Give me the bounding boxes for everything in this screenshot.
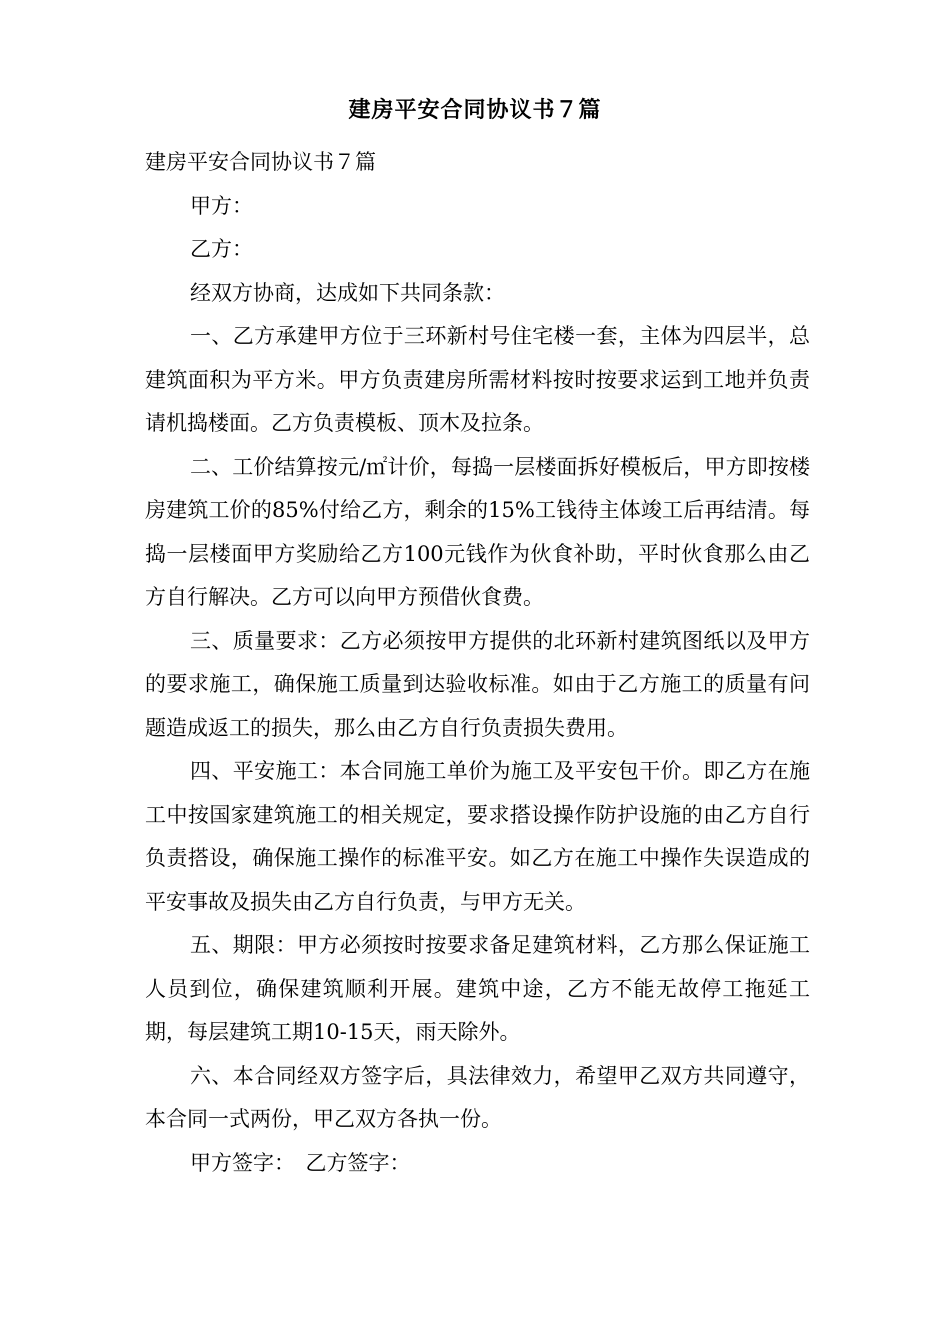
clause-3-paragraph: 三、质量要求：乙方必须按甲方提供的北环新村建筑图纸以及甲方的要求施工，确保施工质量到达验收标准。如由于乙方施工的质量有问题造成返工的损失，那么由乙方自行负责损失费用。 [145,628,810,740]
document-subtitle: 建房平安合同协议书７篇 [145,150,376,174]
document-title: 建房平安合同协议书７篇 [348,97,602,123]
party-a-line: 甲方： [190,193,253,218]
clause-6-paragraph: 六、本合同经双方签字后，具法律效力，希望甲乙双方共同遵守，本合同一式两份，甲乙双方各执一份。 [145,1063,810,1131]
signature-line: 甲方签字： 乙方签字： [190,1150,411,1175]
clause-4-paragraph: 四、平安施工：本合同施工单价为施工及平安包干价。即乙方在施工中按国家建筑施工的相关规定，要求搭设操作防护设施的由乙方自行负责搭设，确保施工操作的标准平安。如乙方在施工中操作失误造成的平安事故及损失由乙方自行负责，与甲方无关。 [145,759,810,914]
document-body [145,141,810,1185]
clause-5-paragraph: 五、期限：甲方必须按时按要求备足建筑材料，乙方那么保证施工人员到位，确保建筑顺利开展。建筑中途，乙方不能无故停工拖延工期，每层建筑工期10-15天，雨天除外。 [145,933,810,1044]
clause-1-paragraph: 一、乙方承建甲方位于三环新村号住宅楼一套，主体为四层半，总建筑面积为平方米。甲方负责建房所需材料按时按要求运到工地并负责请机捣楼面。乙方负责模板、顶木及拉条。 [145,324,810,435]
clause-2-paragraph: 二、工价结算按元/㎡计价，每捣一层楼面拆好模板后，甲方即按楼房建筑工价的85%付给乙方，剩余的15%工钱待主体竣工后再结清。每捣一层楼面甲方奖励给乙方100元钱作为伙食补助，平时伙食那么由乙方自行解决。乙方可以向甲方预借伙食费。 [145,454,810,609]
party-b-line: 乙方： [190,237,253,261]
preamble-paragraph: 经双方协商，达成如下共同条款： [190,280,505,305]
